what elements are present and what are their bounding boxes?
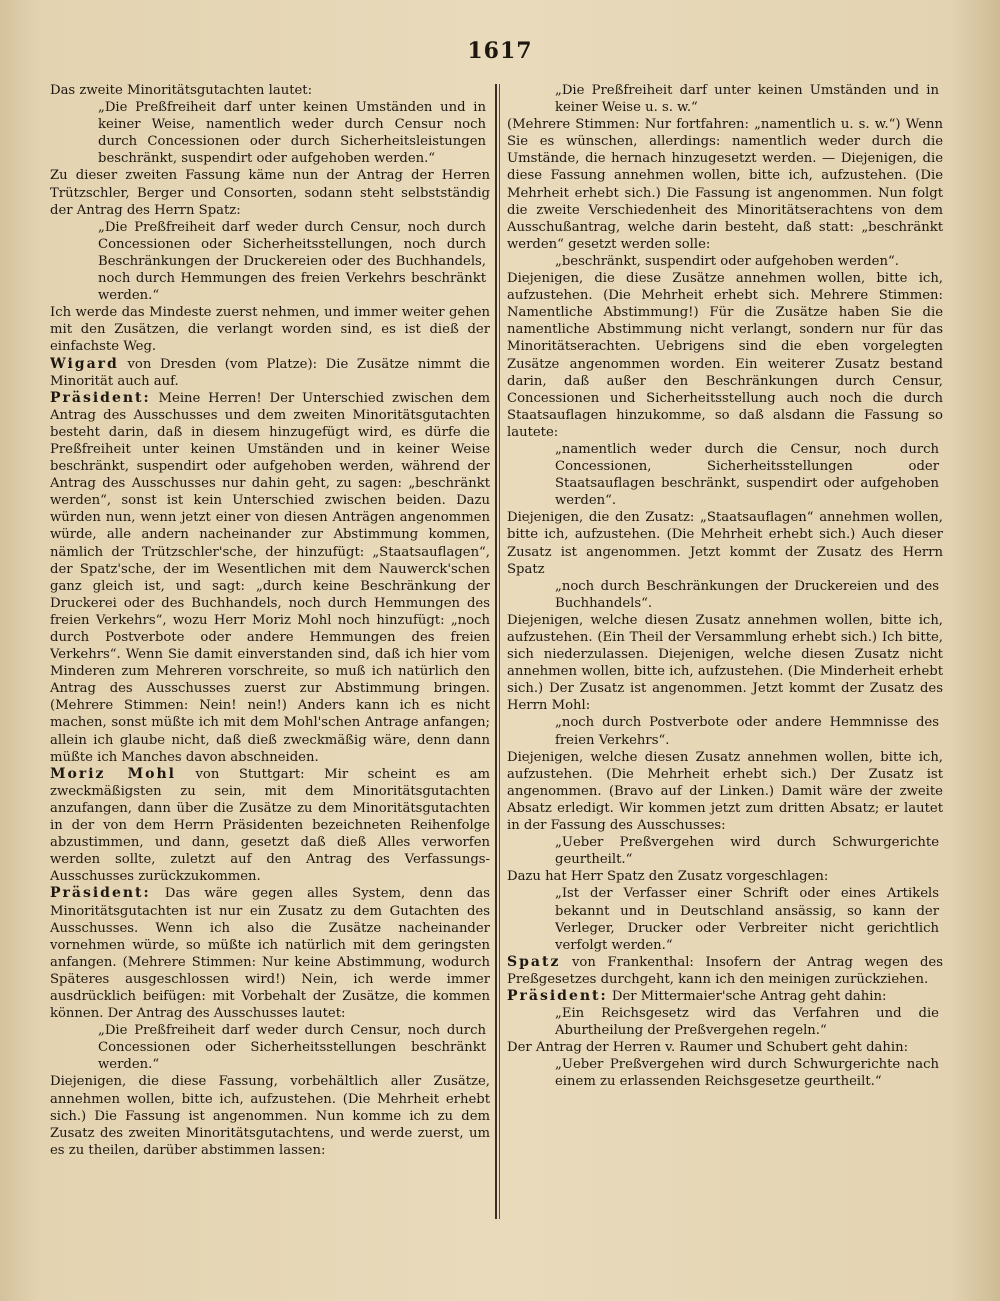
column-divider: [495, 84, 497, 1219]
right-column: [507, 82, 943, 1282]
body-paragraph: Ich werde das Mindeste zuerst nehmen, und immer weiter gehen mit den Zusätzen, die verlangt worden sind, es ist dieß der einfachste Weg.: [50, 305, 490, 355]
speech-paragraph: [507, 954, 943, 988]
speech-text: von Stuttgart: Mir scheint es am zweckmäßigsten zu sein, mit dem Minoritätsgutachten anzufangen, dann über die Zusätze zu dem Minoritätsgutachten in der von dem Herrn Präsidenten bezeichneten Reihenfolge abzustimmen, und dann, gesetzt daß dieß Alles verworfen werden sollte, zuletzt auf den Antrag des Verfassungs-Ausschusses zurückzukommen.: [50, 766, 490, 885]
body-paragraph: Dazu hat Herr Spatz den Zusatz vorgeschlagen:: [507, 869, 829, 885]
left-column: [50, 82, 490, 1282]
speaker-name: Präsident:: [50, 885, 151, 902]
column-divider-inner: [499, 84, 500, 1219]
body-paragraph: Diejenigen, welche diesen Zusatz annehmen wollen, bitte ich, aufzustehen. (Ein Theil der Versammlung erhebt sich.) Ich bitte, sich niederzulassen. Diejenigen, welche diesen Zusatz nicht annehmen wollen, bitte ich, aufzustehen. (Die Minderheit erhebt sich.) Der Zusatz ist angenommen. Jetzt kommt der Zusatz des Herrn Mohl:: [507, 612, 943, 714]
speaker-name: Präsident:: [507, 987, 608, 1004]
speech-paragraph: [50, 766, 490, 886]
quoted-motion: „beschränkt, suspendirt oder aufgehoben werden“.: [555, 253, 899, 269]
body-paragraph: Diejenigen, die diese Zusätze annehmen wollen, bitte ich, aufzustehen. (Die Mehrheit erhebt sich. Mehrere Stimmen: Namentliche Abstimmung!) Für die Zusätze haben Sie die namentliche Abstimmung nicht verlangt, sondern nur für das Minoritätserachten. Uebrigens sind die eben vorgelegten Zusätze angenommen worden. Ein weiterer Zusatz bestand darin, daß außer den Beschränkungen durch Censur, Concessionen und Sicherheitsstellung auch noch die durch Staatsauflagen hinzukomme, so daß alsdann die Fassung so lautete:: [507, 271, 943, 440]
speaker-name: Wigard: [50, 355, 119, 372]
speech-paragraph: [50, 356, 490, 390]
speech-text: Der Mittermaier'sche Antrag geht dahin:: [607, 988, 887, 1004]
speech-paragraph: [507, 988, 943, 1005]
speaker-name: Moriz Mohl: [50, 765, 176, 782]
quoted-motion: „Ueber Preßvergehen wird durch Schwurgerichte nach einem zu erlassenden Reichsgesetze geurtheilt.“: [555, 1057, 939, 1090]
speech-paragraph: [50, 390, 490, 766]
quoted-motion: „Die Preßfreiheit darf unter keinen Umständen und in keiner Weise, namentlich weder durch Censur noch durch Concessionen oder durch Sicherheitsleistungen beschränkt, suspendirt oder aufgehoben werden.“: [98, 100, 486, 167]
quoted-motion: „Ein Reichsgesetz wird das Verfahren und die Aburtheilung der Preßvergehen regeln.“: [555, 1006, 939, 1039]
quoted-motion: „Die Preßfreiheit darf weder durch Censur, noch durch Concessionen oder Sicherheitsstellungen, noch durch Beschränkungen der Druckereien oder des Buchhandels, noch durch Hemmungen des freien Verkehrs beschränkt werden.“: [98, 219, 486, 304]
speech-paragraph: [50, 885, 490, 1022]
speech-text: Das wäre gegen alles System, denn das Minoritätsgutachten ist nur ein Zusatz zu dem Gutachten des Ausschusses. Wenn ich also die Zusätze nacheinander vornehmen würde, so müßte ich natürlich mit dem geringsten anfangen. (Mehrere Stimmen: Nur keine Abstimmung, wodurch Späteres ausgeschlossen wird!) Nein, ich werde immer ausdrücklich beifügen: mit Vorbehalt der Zusätze, die kommen können. Der Antrag des Ausschusses lautet:: [50, 886, 490, 1022]
speech-text: von Frankenthal: Insofern der Antrag wegen des Preßgesetzes durchgeht, kann ich den meinigen zurückziehen.: [507, 954, 943, 987]
body-paragraph: Diejenigen, die diese Fassung, vorbehältlich aller Zusätze, annehmen wollen, bitte ich, aufzustehen. (Die Mehrheit erhebt sich.) Die Fassung ist angenommen. Nun komme ich zu dem Zusatz des zweiten Minoritätsgutachtens, und werde zuerst, um es zu theilen, darüber abstimmen lassen:: [50, 1074, 490, 1158]
body-paragraph: Diejenigen, welche diesen Zusatz annehmen wollen, bitte ich, aufzustehen. (Die Mehrheit erhebt sich.) Der Zusatz ist angenommen. (Bravo auf der Linken.) Damit wäre der zweite Absatz erledigt. Wir kommen jetzt zum dritten Absatz; er lautet in der Fassung des Ausschusses:: [507, 749, 943, 834]
body-paragraph: (Mehrere Stimmen: Nur fortfahren: „namentlich u. s. w.“) Wenn Sie es wünschen, allerdings: namentlich weder durch die Umstände, die hernach hinzugesetzt werden. — Diejenigen, die diese Fassung annehmen wollen, bitte ich, aufzustehen. (Die Mehrheit erhebt sich.) Die Fassung ist angenommen. Nun folgt die zweite Verschiedenheit des Minoritätserachtens von dem Ausschußantrag, welche darin besteht, daß statt: „beschränkt werden“ gesetzt werden solle:: [507, 117, 943, 252]
speaker-name: Spatz: [507, 953, 561, 970]
quoted-motion: „namentlich weder durch die Censur, noch durch Concessionen, Sicherheitsstellungen oder Staatsauflagen beschränkt, suspendirt oder aufgehoben werden“.: [555, 441, 939, 509]
quoted-motion: „Die Preßfreiheit darf unter keinen Umständen und in keiner Weise u. s. w.“: [555, 83, 939, 116]
quoted-motion: „Die Preßfreiheit darf weder durch Censur, noch durch Concessionen oder Sicherheitsstellungen beschränkt werden.“: [98, 1023, 486, 1073]
body-paragraph: Zu dieser zweiten Fassung käme nun der Antrag der Herren Trützschler, Berger und Consorten, sodann steht selbstständig der Antrag des Herrn Spatz:: [50, 168, 490, 218]
quoted-motion: „Ist der Verfasser einer Schrift oder eines Artikels bekannt und in Deutschland ansässig, so kann der Verleger, Drucker oder Verbreiter nicht gerichtlich verfolgt werden.“: [555, 886, 939, 953]
body-paragraph: Diejenigen, die den Zusatz: „Staatsauflagen“ annehmen wollen, bitte ich, aufzustehen. (Die Mehrheit erhebt sich.) Auch dieser Zusatz ist angenommen. Jetzt kommt der Zusatz des Herrn Spatz: [507, 510, 943, 577]
speech-text: von Dresden (vom Platze): Die Zusätze nimmt die Minorität auch auf.: [50, 356, 490, 389]
body-paragraph: Das zweite Minoritätsgutachten lautet:: [50, 83, 313, 98]
speech-text: Meine Herren! Der Unterschied zwischen dem Antrag des Ausschusses und dem zweiten Minoritätsgutachten besteht darin, daß in diesem hinzugefügt wird, es dürfe die Preßfreiheit unter keinen Umständen und in keiner Weise beschränkt, suspendirt oder aufgehoben werden, während der Antrag des Ausschusses nur dahin geht, zu sagen: „beschränkt werden“, sonst ist kein Unterschied zwischen beiden. Dazu würden nun, wenn jetzt einer von diesen Anträgen angenommen würde, alle andern nacheinander zur Abstimmung kommen, nämlich der Trützschler'sche, der hinzufügt: „Staatsauflagen“, der Spatz'sche, der im Wesentlichen mit dem Nauwerck'schen ganz gleich ist, und sagt: „durch keine Beschränkung der Druckerei oder des Buchhandels, noch durch Hemmungen des freien Verkehrs“, wozu Herr Moriz Mohl noch hinzufügt: „noch durch Postverbote oder andere Hemmungen des freien Verkehrs“. Wenn Sie damit einverstanden sind, daß ich hier vom Minderen zum Mehreren vorschreite, so muß ich natürlich den Antrag des Ausschusses zuerst zur Abstimmung bringen. (Mehrere Stimmen: Nein! nein!) Anders kann ich es nicht machen, sonst müßte ich mit dem Mohl'schen Antrage anfangen; allein ich glaube nicht, daß dieß zweckmäßig wäre, denn dann müßte ich Manches davon abschneiden.: [50, 390, 490, 765]
quoted-motion: „Ueber Preßvergehen wird durch Schwurgerichte geurtheilt.“: [555, 835, 939, 868]
quoted-motion: „noch durch Postverbote oder andere Hemmnisse des freien Verkehrs“.: [555, 715, 939, 748]
speaker-name: Präsident:: [50, 389, 151, 406]
quoted-motion: „noch durch Beschränkungen der Druckereien und des Buchhandels“.: [555, 578, 939, 611]
page-number: 1617: [467, 38, 533, 64]
body-paragraph: Der Antrag der Herren v. Raumer und Schubert geht dahin:: [507, 1040, 909, 1056]
